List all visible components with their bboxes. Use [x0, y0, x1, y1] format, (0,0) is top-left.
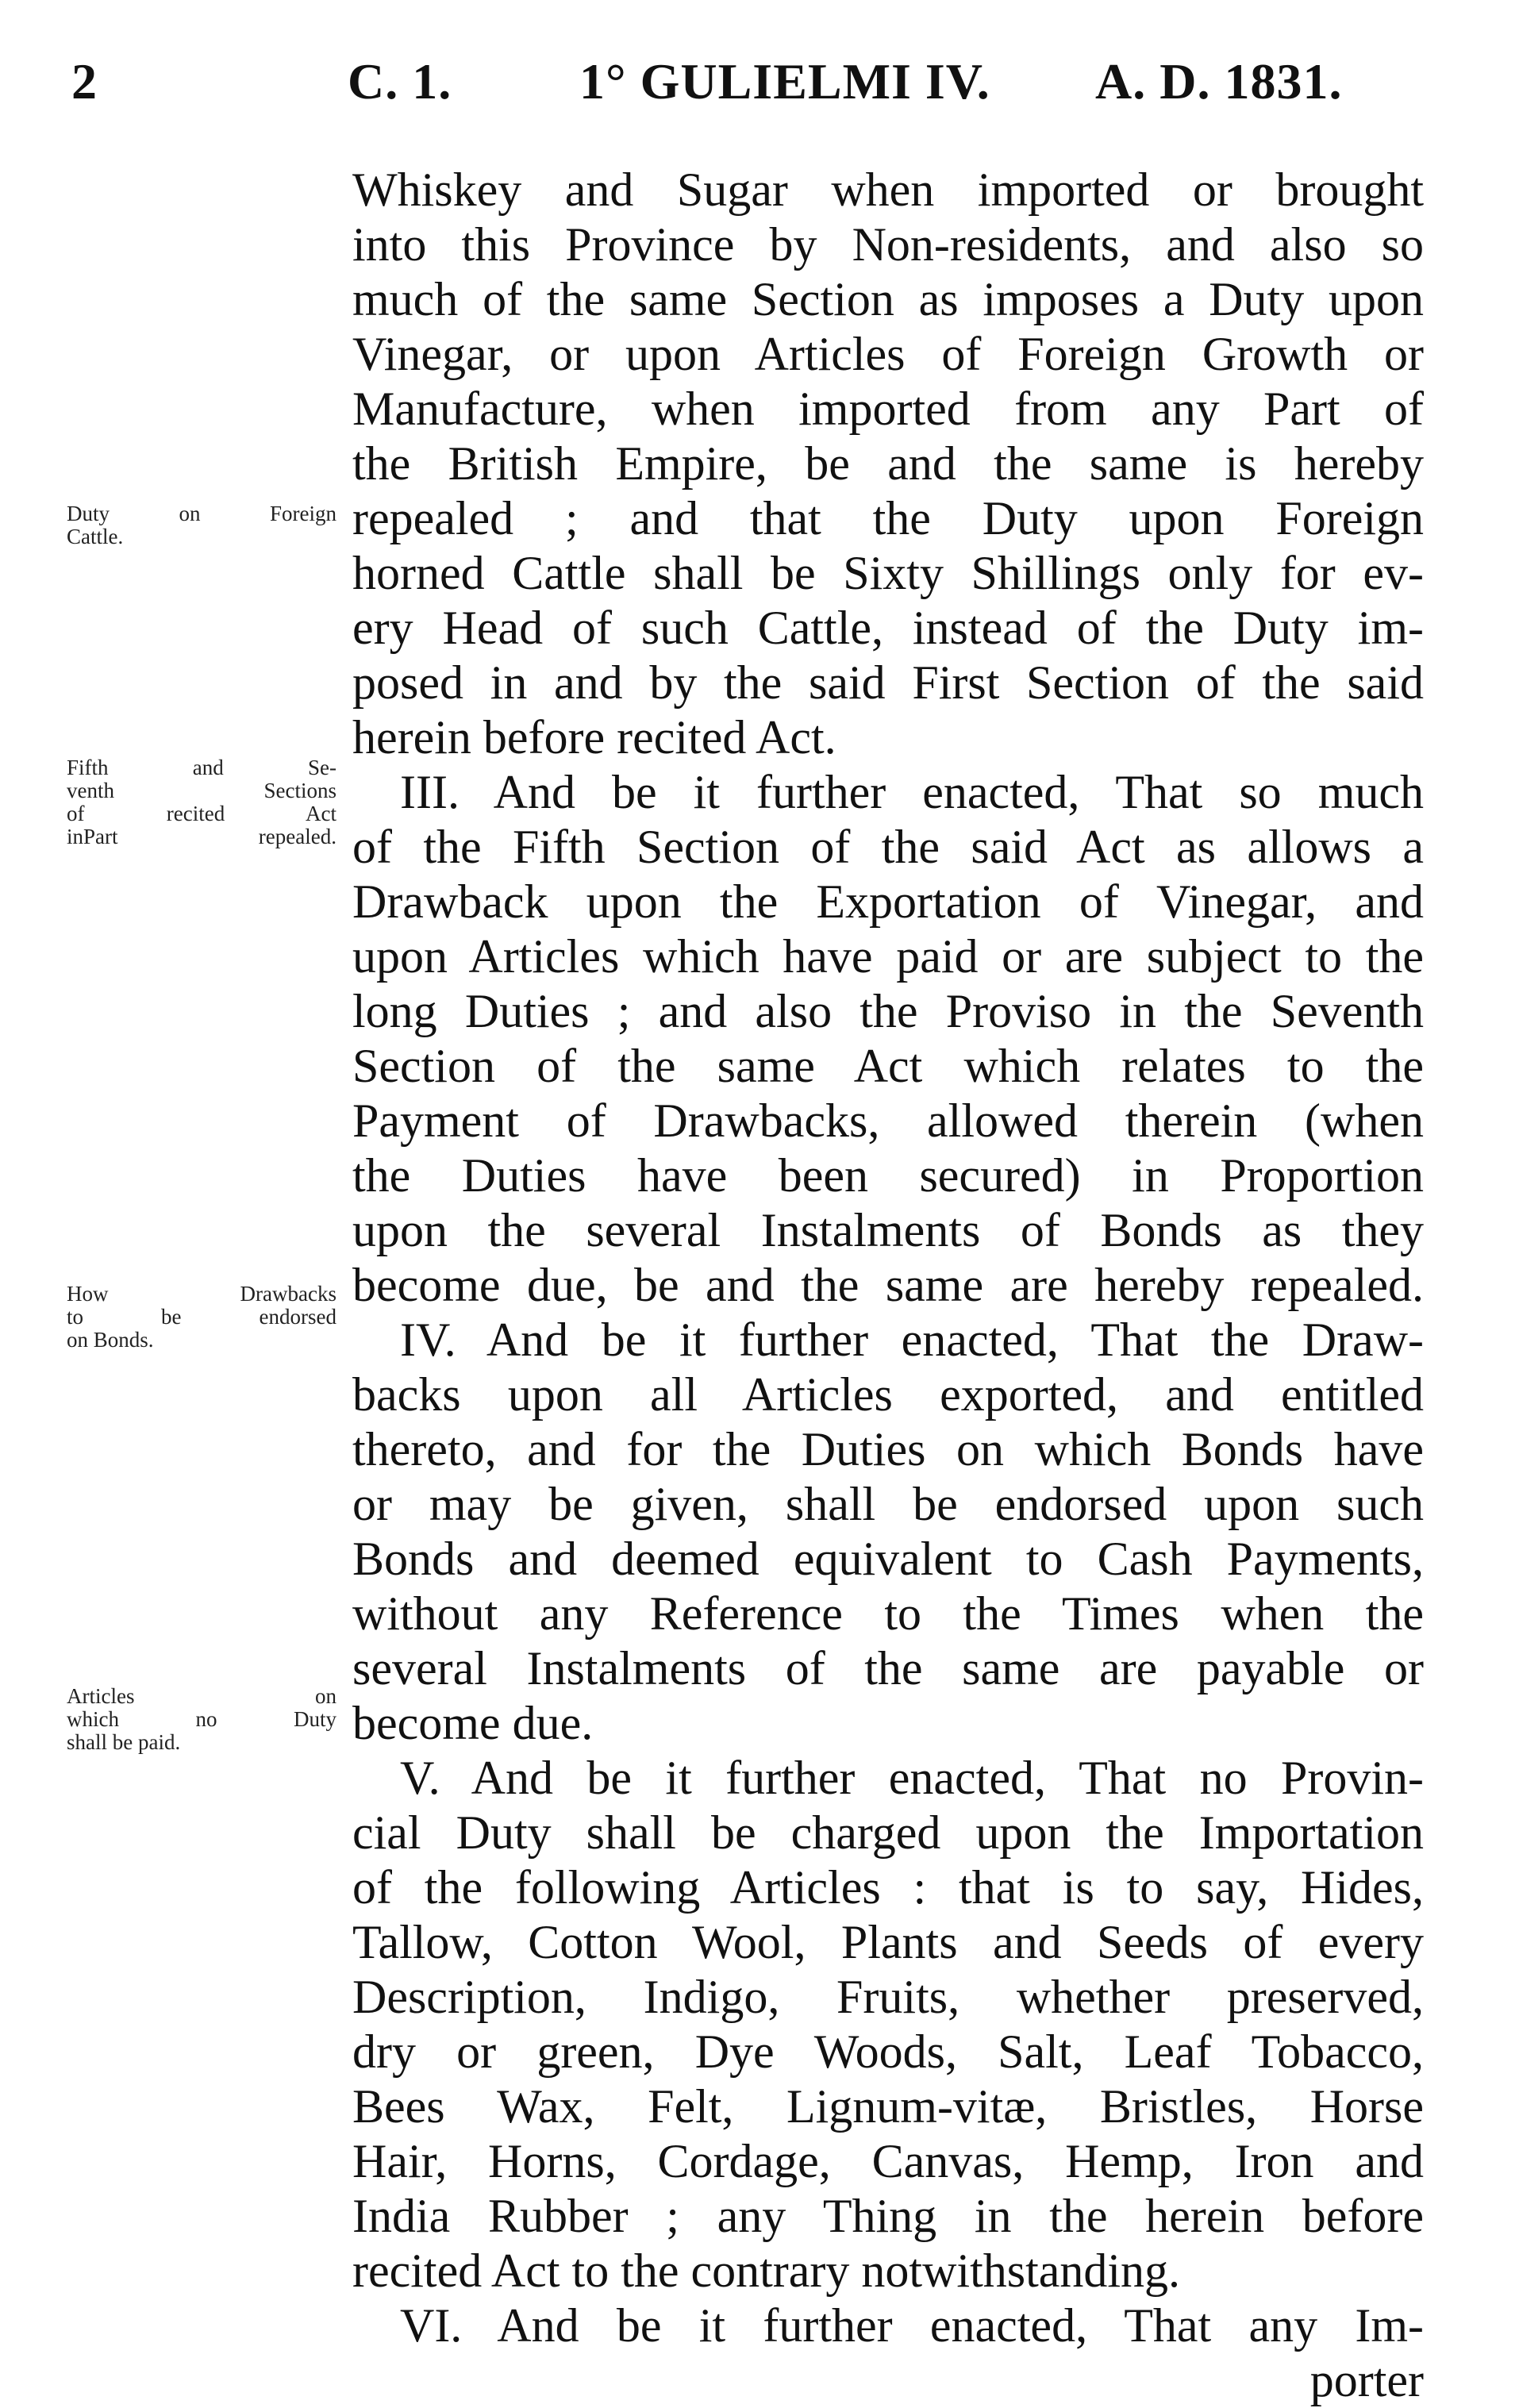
text-line: the British Empire, be and the same is hereby — [352, 437, 1424, 490]
text-line: become due. — [352, 1697, 594, 1749]
text-line: repealed ; and that the Duty upon Foreign — [352, 492, 1424, 544]
text-line: Whiskey and Sugar when imported or brought — [352, 163, 1424, 216]
text-line: of the Fifth Section of the said Act as allows a — [352, 821, 1424, 873]
margin-note-fifth-seventh-sections — [67, 756, 336, 848]
text-line: backs upon all Articles exported, and entitled — [352, 1368, 1424, 1421]
text-line: upon the several Instalments of Bonds as they — [352, 1204, 1424, 1256]
text-line: posed in and by the said First Section of the said — [352, 656, 1424, 709]
text-line: recited Act to the contrary notwithstanding. — [352, 2245, 1181, 2297]
text-line: long Duties ; and also the Proviso in the Seventh — [352, 985, 1424, 1037]
running-header — [71, 52, 1421, 124]
margin-note-line: venth Sections — [67, 779, 336, 802]
body-text — [352, 163, 1424, 2408]
page-number: 2 — [71, 53, 98, 110]
text-line: dry or green, Dye Woods, Salt, Leaf Tobacco, — [352, 2025, 1424, 2078]
text-line: of the following Articles : that is to say, Hides, — [352, 1861, 1424, 1914]
text-line: herein before recited Act. — [352, 711, 836, 764]
margin-note-line: Articles on — [67, 1684, 336, 1708]
margin-note-line: Cattle. — [67, 525, 124, 548]
text-line: Payment of Drawbacks, allowed therein (when — [352, 1094, 1424, 1147]
margin-note-line: to be endorsed — [67, 1305, 336, 1329]
section-v-start: V. And be it further enacted, That no Provin- — [400, 1752, 1424, 1804]
text-line: the Duties have been secured) in Proportion — [352, 1149, 1424, 1202]
reign-title: 1° GULIELMI IV. — [579, 53, 990, 110]
margin-note-line: Duty on Foreign — [67, 502, 336, 525]
section-iii-start: III. And be it further enacted, That so much — [400, 766, 1424, 818]
margin-note-line: which no Duty — [67, 1707, 336, 1731]
text-line: Bonds and deemed equivalent to Cash Payments, — [352, 1533, 1424, 1585]
text-line: Bees Wax, Felt, Lignum-vitæ, Bristles, Horse — [352, 2080, 1424, 2133]
text-line: thereto, and for the Duties on which Bonds have — [352, 1423, 1424, 1475]
text-line: several Instalments of the same are payable or — [352, 1642, 1424, 1694]
text-line: Hair, Horns, Cordage, Canvas, Hemp, Iron and — [352, 2135, 1424, 2187]
text-line: cial Duty shall be charged upon the Importation — [352, 1806, 1424, 1859]
margin-note-line: on Bonds. — [67, 1328, 154, 1352]
text-line: without any Reference to the Times when the — [352, 1587, 1424, 1640]
text-line: or may be given, shall be endorsed upon such — [352, 1478, 1424, 1530]
margin-note-line: of recited Act — [67, 802, 336, 825]
text-line: horned Cattle shall be Sixty Shillings only for ev- — [352, 547, 1424, 599]
section-iv-start: IV. And be it further enacted, That the Draw- — [400, 1314, 1424, 1366]
text-line: much of the same Section as imposes a Duty upon — [352, 273, 1424, 325]
text-line: Section of the same Act which relates to the — [352, 1040, 1424, 1092]
margin-note-articles-no-duty — [67, 1685, 336, 1754]
chapter-number: C. 1. — [348, 53, 452, 110]
year: A. D. 1831. — [1095, 53, 1343, 110]
text-line: become due, be and the same are hereby repealed. — [352, 1259, 1424, 1311]
margin-note-line: inPart repealed. — [67, 825, 336, 848]
text-line: Tallow, Cotton Wool, Plants and Seeds of every — [352, 1916, 1424, 1968]
text-line: Vinegar, or upon Articles of Foreign Growth or — [352, 328, 1424, 380]
text-line: ery Head of such Cattle, instead of the Duty im- — [352, 602, 1424, 654]
text-line: Drawback upon the Exportation of Vinegar, and — [352, 875, 1424, 928]
margin-note-drawbacks-endorsed — [67, 1283, 336, 1352]
margin-note-line: How Drawbacks — [67, 1282, 336, 1306]
text-line: Description, Indigo, Fruits, whether preserved, — [352, 1971, 1424, 2023]
margin-note-duty-on-foreign-cattle — [67, 502, 336, 548]
margin-note-line: shall be paid. — [67, 1730, 181, 1754]
text-line: upon Articles which have paid or are subject to the — [352, 930, 1424, 983]
text-line: Manufacture, when imported from any Part of — [352, 383, 1424, 435]
catchword: porter — [1309, 2354, 1424, 2406]
margin-note-line: Fifth and Se- — [67, 756, 336, 779]
section-vi-start: VI. And be it further enacted, That any Im- — [400, 2299, 1424, 2352]
text-line: India Rubber ; any Thing in the herein before — [352, 2190, 1424, 2242]
text-line: into this Province by Non-residents, and also so — [352, 218, 1424, 271]
